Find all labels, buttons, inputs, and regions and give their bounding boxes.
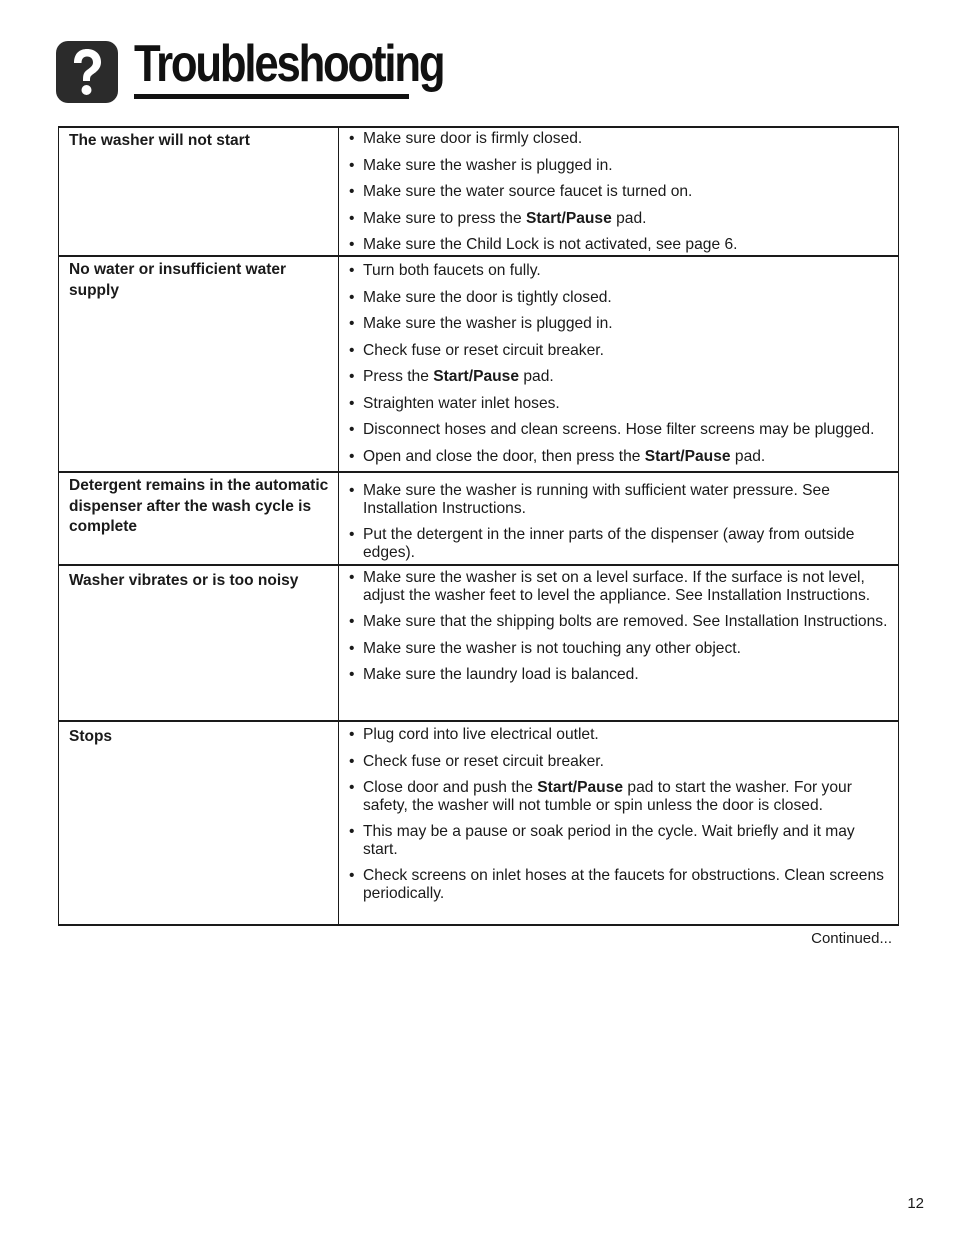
solution-text: Check screens on inlet hoses at the faucets for obstructions. Clean screens periodically. [363, 867, 884, 902]
page-number: 12 [907, 1195, 924, 1212]
problem-cell: No water or insufficient water supply [59, 256, 339, 472]
solution-item [349, 569, 890, 604]
solutions-cell [339, 472, 899, 565]
solution-text: This may be a pause or soak period in the cycle. Wait briefly and it may start. [363, 823, 855, 858]
solution-text: Make sure the washer is not touching any other object. [363, 639, 741, 657]
solution-text: Open and close the door, then press the [363, 447, 645, 465]
solution-item [349, 640, 890, 658]
solution-item [349, 666, 890, 684]
solution-text: Make sure the washer is running with sufficient water pressure. See Installation Instructions. [363, 482, 830, 517]
solution-item [349, 482, 890, 517]
problem-cell: Detergent remains in the automatic dispenser after the wash cycle is complete [59, 472, 339, 565]
solution-item [349, 395, 890, 413]
button-name-bold: Start/Pause [433, 368, 520, 385]
solution-text: Make sure the washer is set on a level surface. If the surface is not level, adjust the washer feet to level the appliance. See Installation Instructions. [363, 569, 871, 604]
solution-text: Disconnect hoses and clean screens. Hose filter screens may be plugged. [363, 421, 875, 438]
solution-text: pad. [730, 447, 766, 465]
table-row [59, 256, 899, 472]
page-title: Troubleshooting [134, 35, 444, 93]
solution-item [349, 342, 890, 360]
solution-text: Make sure the washer is plugged in. [363, 156, 613, 174]
solution-text: Make sure the door is tightly closed. [363, 288, 612, 306]
solution-text: pad. [611, 209, 647, 227]
solution-item [349, 753, 890, 771]
solution-item [349, 421, 890, 439]
solution-item [349, 448, 890, 466]
question-mark-icon [56, 41, 118, 103]
solution-text: Make sure the washer is plugged in. [363, 315, 613, 332]
solution-item [349, 157, 890, 175]
solution-item [349, 210, 890, 228]
table-row [59, 472, 899, 565]
solution-list [349, 262, 890, 465]
solutions-cell [339, 256, 899, 472]
solution-item [349, 130, 890, 148]
solution-item [349, 262, 890, 280]
problem-cell: Washer vibrates or is too noisy [59, 565, 339, 721]
solution-text: Close door and push the [363, 779, 538, 796]
solution-list [349, 130, 890, 254]
solutions-cell [339, 565, 899, 721]
solution-text: Put the detergent in the inner parts of the dispenser (away from outside edges). [363, 526, 855, 561]
solution-list [349, 569, 890, 684]
solution-text: Make sure the water source faucet is turned on. [363, 183, 693, 200]
solution-text: Make sure the Child Lock is not activated, see page 6. [363, 236, 738, 253]
solution-text: pad. [519, 368, 554, 385]
continued-note: Continued... [811, 930, 892, 947]
solution-text: Check fuse or reset circuit breaker. [363, 752, 604, 770]
solution-item [349, 526, 890, 561]
solution-item [349, 867, 890, 902]
solution-text: pad to start the washer. For your safety, the washer will not tumble or spin unless the door is closed. [363, 779, 852, 814]
button-name-bold: Start/Pause [525, 209, 612, 227]
button-name-bold: Start/Pause [644, 447, 731, 465]
solution-item [349, 613, 890, 631]
solution-text: Make sure that the shipping bolts are removed. See Installation Instructions. [363, 613, 888, 630]
solution-text: Make sure door is firmly closed. [363, 130, 583, 147]
table-row [59, 127, 899, 256]
solution-text: Make sure to press the [363, 209, 526, 227]
solution-item [349, 779, 890, 814]
solution-list [349, 482, 890, 561]
troubleshooting-table [58, 126, 899, 926]
solution-text: Straighten water inlet hoses. [363, 394, 560, 412]
solutions-cell [339, 127, 899, 256]
problem-cell: The washer will not start [59, 127, 339, 256]
solution-item [349, 183, 890, 201]
solution-item [349, 823, 890, 858]
solution-item [349, 368, 890, 386]
button-name-bold: Start/Pause [537, 779, 624, 796]
solution-item [349, 726, 890, 744]
solution-text: Plug cord into live electrical outlet. [363, 726, 599, 743]
solution-item [349, 289, 890, 307]
solution-text: Press the [363, 368, 434, 385]
solution-text: Make sure the laundry load is balanced. [363, 666, 639, 683]
table-row [59, 565, 899, 721]
problem-cell: Stops [59, 721, 339, 925]
solutions-cell [339, 721, 899, 925]
solution-text: Turn both faucets on fully. [363, 262, 541, 279]
solution-item [349, 315, 890, 333]
solution-text: Check fuse or reset circuit breaker. [363, 341, 604, 359]
solution-item [349, 236, 890, 254]
table-row [59, 721, 899, 925]
title-underline [134, 94, 409, 99]
solution-list [349, 726, 890, 902]
